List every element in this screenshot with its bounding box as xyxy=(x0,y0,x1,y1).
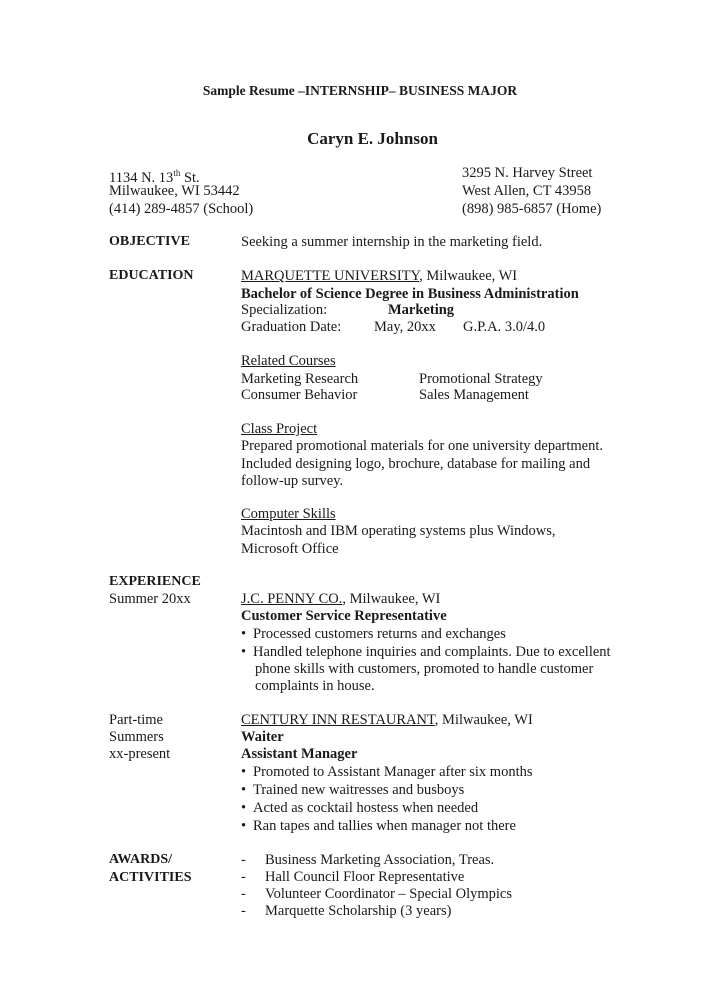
job1-bullet: • Handled telephone inquiries and complaints. Due to excellent xyxy=(241,644,611,660)
job1-bullet: • Processed customers returns and exchanges xyxy=(241,626,506,642)
document-title: Sample Resume –INTERNSHIP– BUSINESS MAJOR xyxy=(202,83,518,98)
right-street: 3295 N. Harvey Street xyxy=(462,165,593,181)
job1-bullet-cont: phone skills with customers, promoted to handle customer xyxy=(255,661,594,677)
job1-title: Customer Service Representative xyxy=(241,608,447,624)
project-line: Included designing logo, brochure, database for mailing and xyxy=(241,456,591,472)
course-item: Sales Management xyxy=(419,387,529,403)
activities-label: ACTIVITIES xyxy=(109,870,192,885)
courses-heading: Related Courses xyxy=(241,353,336,369)
right-phone: (898) 985-6857 (Home) xyxy=(462,201,602,217)
gpa: G.P.A. 3.0/4.0 xyxy=(463,319,546,335)
job1-bullet-cont: complaints in house. xyxy=(255,678,375,694)
left-street: 1134 N. 13th St. xyxy=(109,168,200,186)
course-item: Promotional Strategy xyxy=(419,371,543,387)
job1-company: J.C. PENNY CO. xyxy=(241,591,343,607)
specialization-value: Marketing xyxy=(388,302,455,318)
education-label: EDUCATION xyxy=(109,268,194,283)
candidate-name: Caryn E. Johnson xyxy=(307,129,438,148)
project-line: follow-up survey. xyxy=(241,473,344,489)
job1-dates: Summer 20xx xyxy=(109,591,191,607)
right-city: West Allen, CT 43958 xyxy=(462,183,592,199)
award-item: - Business Marketing Association, Treas. xyxy=(241,852,495,868)
award-item: - Volunteer Coordinator – Special Olympics xyxy=(241,886,512,902)
skills-heading: Computer Skills xyxy=(241,506,336,522)
left-city: Milwaukee, WI 53442 xyxy=(109,183,240,199)
project-heading: Class Project xyxy=(241,421,318,437)
award-item: - Marquette Scholarship (3 years) xyxy=(241,903,452,919)
job2-bullet: • Trained new waitresses and busboys xyxy=(241,782,465,798)
project-line: Prepared promotional materials for one university department. xyxy=(241,438,603,454)
job2-bullet: • Ran tapes and tallies when manager not there xyxy=(241,818,516,834)
objective-text: Seeking a summer internship in the marketing field. xyxy=(241,234,543,250)
job2-bullet: • Promoted to Assistant Manager after six months xyxy=(241,764,533,780)
job1-company-line: J.C. PENNY CO., Milwaukee, WI xyxy=(241,591,441,607)
job2-title1: Waiter xyxy=(241,729,284,745)
course-item: Consumer Behavior xyxy=(241,387,358,403)
school-name: MARQUETTE UNIVERSITY xyxy=(241,268,420,284)
job2-dates: xx-present xyxy=(109,746,171,762)
graduation-value: May, 20xx xyxy=(374,319,436,335)
course-item: Marketing Research xyxy=(241,371,359,387)
left-phone: (414) 289-4857 (School) xyxy=(109,201,254,217)
school-line: MARQUETTE UNIVERSITY, Milwaukee, WI xyxy=(241,268,518,284)
job2-dates: Part-time xyxy=(109,712,163,728)
graduation-label: Graduation Date: xyxy=(241,319,342,335)
award-item: - Hall Council Floor Representative xyxy=(241,869,465,885)
job2-title2: Assistant Manager xyxy=(241,746,358,762)
job2-bullet: • Acted as cocktail hostess when needed xyxy=(241,800,479,816)
job2-company-line: CENTURY INN RESTAURANT, Milwaukee, WI xyxy=(241,712,533,728)
awards-label: AWARDS/ xyxy=(109,852,173,867)
degree: Bachelor of Science Degree in Business Administration xyxy=(241,286,579,302)
skills-line: Microsoft Office xyxy=(241,541,339,557)
specialization-label: Specialization: xyxy=(241,302,328,318)
job2-dates: Summers xyxy=(109,729,164,745)
job2-company: CENTURY INN RESTAURANT xyxy=(241,712,435,728)
objective-label: OBJECTIVE xyxy=(109,234,190,249)
experience-label: EXPERIENCE xyxy=(109,574,201,589)
skills-line: Macintosh and IBM operating systems plus Windows, xyxy=(241,523,556,539)
